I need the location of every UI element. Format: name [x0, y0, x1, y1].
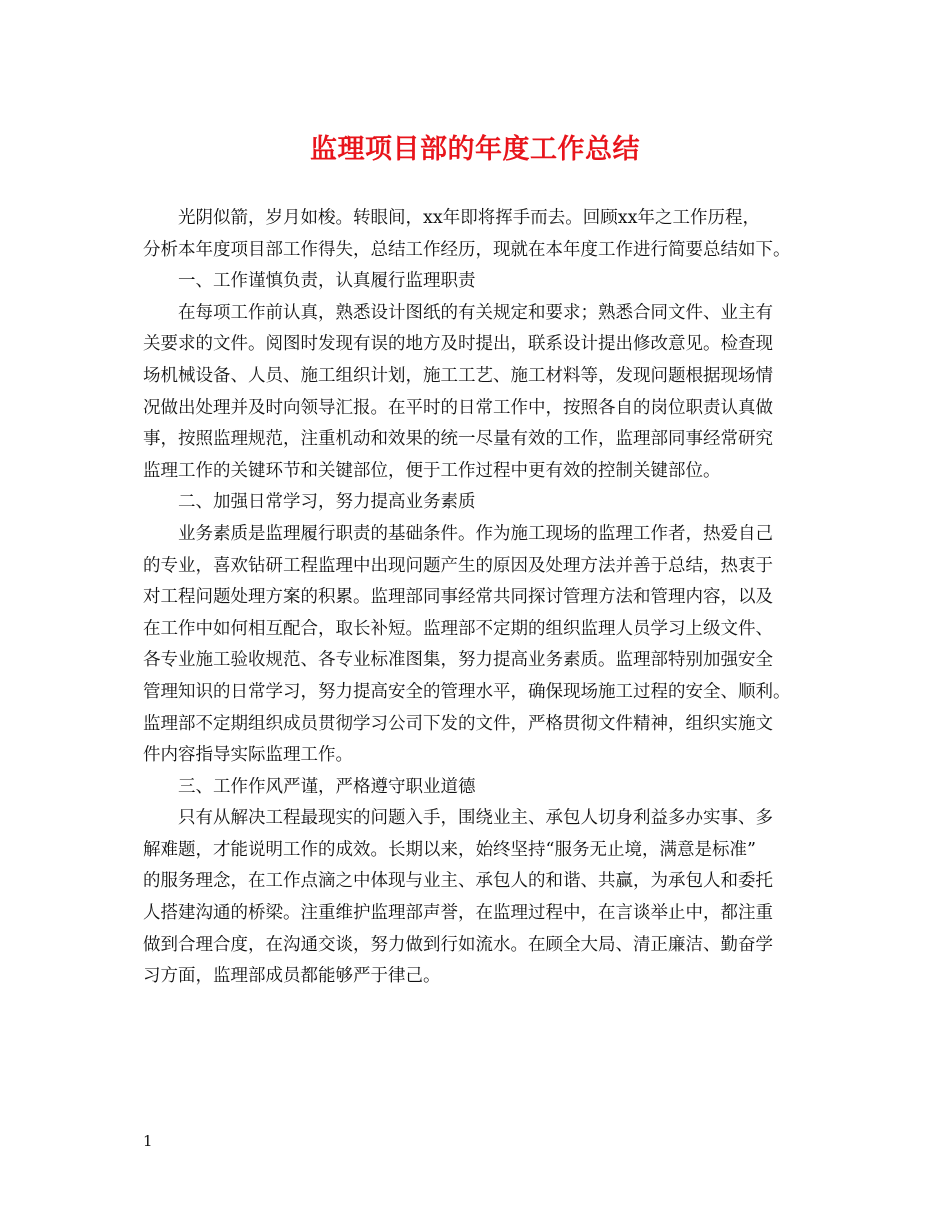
text-line: 在每项工作前认真，熟悉设计图纸的有关规定和要求；熟悉合同文件、业主有	[178, 302, 773, 323]
text-line: 关要求的文件。阅图时发现有误的地方及时提出，联系设计提出修改意见。检查现	[143, 334, 773, 355]
text-line: 事，按照监理规范，注重机动和效果的统一尽量有效的工作，监理部同事经常研究	[143, 429, 773, 450]
text-line: 在工作中如何相互配合，取长补短。监理部不定期的组织监理人员学习上级文件、	[143, 618, 773, 639]
text-line: 只有从解决工程最现实的问题入手，围绕业主、承包人切身利益多办实事、多	[178, 808, 773, 829]
section-heading: 二、加强日常学习，努力提高业务素质	[178, 492, 476, 513]
text-line: 做到合理合度，在沟通交谈，努力做到行如流水。在顾全大局、清正廉洁、勤奋学	[143, 934, 773, 955]
text-line: 的服务理念，在工作点滴之中体现与业主、承包人的和谐、共赢，为承包人和委托	[143, 871, 773, 892]
text-line: 的专业，喜欢钻研工程监理中出现问题产生的原因及处理方法并善于总结，热衷于	[143, 555, 773, 576]
text-line: 习方面，监理部成员都能够严于律己。	[143, 966, 441, 987]
section-heading: 三、工作作风严谨，严格遵守职业道德	[178, 776, 476, 797]
text-line: 人搭建沟通的桥梁。注重维护监理部声誉，在监理过程中，在言谈举止中，都注重	[143, 903, 773, 924]
text-line: 况做出处理并及时向领导汇报。在平时的日常工作中，按照各自的岗位职责认真做	[143, 397, 773, 418]
text-line: 管理知识的日常学习，努力提高安全的管理水平，确保现场施工过程的安全、顺利。	[143, 681, 791, 702]
page-number: 1	[143, 1132, 153, 1150]
text-line: 业务素质是监理履行职责的基础条件。作为施工现场的监理工作者，热爱自己	[178, 523, 773, 544]
text-line: 件内容指导实际监理工作。	[143, 745, 353, 766]
text-line: 分析本年度项目部工作得失，总结工作经历，现就在本年度工作进行简要总结如下。	[143, 239, 791, 260]
text-line: 对工程问题处理方案的积累。监理部同事经常共同探讨管理方法和管理内容，以及	[143, 587, 773, 608]
text-line: 场机械设备、人员、施工组织计划，施工工艺、施工材料等，发现问题根据现场情	[143, 365, 773, 386]
text-line: 监理工作的关键环节和关键部位，便于工作过程中更有效的控制关键部位。	[143, 460, 721, 481]
document-title: 监理项目部的年度工作总结	[310, 134, 640, 165]
text-line: 监理部不定期组织成员贯彻学习公司下发的文件，严格贯彻文件精神，组织实施文	[143, 713, 773, 734]
section-heading: 一、工作谨慎负责，认真履行监理职责	[178, 271, 476, 292]
document-body	[143, 203, 833, 993]
text-line: 各专业施工验收规范、各专业标准图集，努力提高业务素质。监理部特别加强安全	[143, 650, 773, 671]
text-line: 解难题，才能说明工作的成效。长期以来，始终坚持“服务无止境，满意是标准”	[143, 839, 756, 860]
text-line: 光阴似箭，岁月如梭。转眼间，xx年即将挥手而去。回顾xx年之工作历程，	[178, 208, 760, 228]
